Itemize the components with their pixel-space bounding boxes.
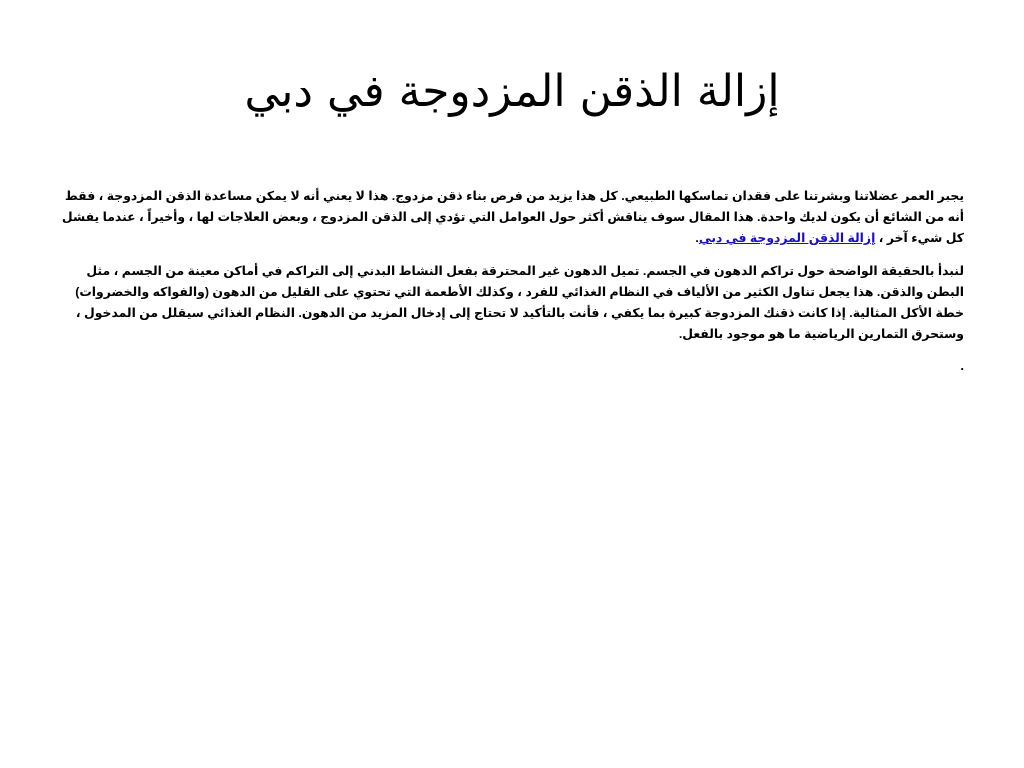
paragraph-intro-end: . [695, 231, 699, 245]
slide-title: إزالة الذقن المزدوجة في دبي [244, 66, 780, 117]
paragraph-fat-accumulation: لنبدأ بالحقيقة الواضحة حول تراكم الدهون في الجسم. تميل الدهون غير المحترقة بفعل النشاط البدني إلى التراكم في أماكن معينة من الجسم ، مثل البطن والذقن. هذا يجعل تناول الكثير من الألياف في النظام الغذائي للفرد ، وكذلك الأطعمة التي تحتوي على القليل من الدهون (والفواكه والخضروات) خطة الأكل المثالية. إذا كانت ذقنك المزدوجة كبيرة بما يكفي ، فأنت بالتأكيد لا تحتاج إلى إدخال المزيد من الدهون. النظام الغذائي سيقلل من المدخول ، وستحرق التمارين الرياضية ما هو موجود بالفعل. [75, 264, 964, 341]
trailing-period: . [960, 358, 964, 373]
double-chin-removal-dubai-link[interactable]: إزالة الذقن المزدوجة في دبي [698, 231, 876, 245]
paragraph-intro [60, 186, 964, 249]
slide-body [60, 186, 964, 375]
paragraph-intro-text: يجبر العمر عضلاتنا وبشرتنا على فقدان تماسكها الطبيعي. كل هذا يزيد من فرص بناء ذقن مزدوج. هذا لا يعني أنه لا يمكن مساعدة الذقن المزدوجة ، فقط أنه من الشائع أن يكون لديك واحدة. هذا المقال سوف يناقش أكثر حول العوامل التي تؤدي إلى الذقن المزدوج ، وبعض العلاجات لها ، وأخيراً ، عندما يفشل كل شيء آخر ، [61, 189, 964, 245]
